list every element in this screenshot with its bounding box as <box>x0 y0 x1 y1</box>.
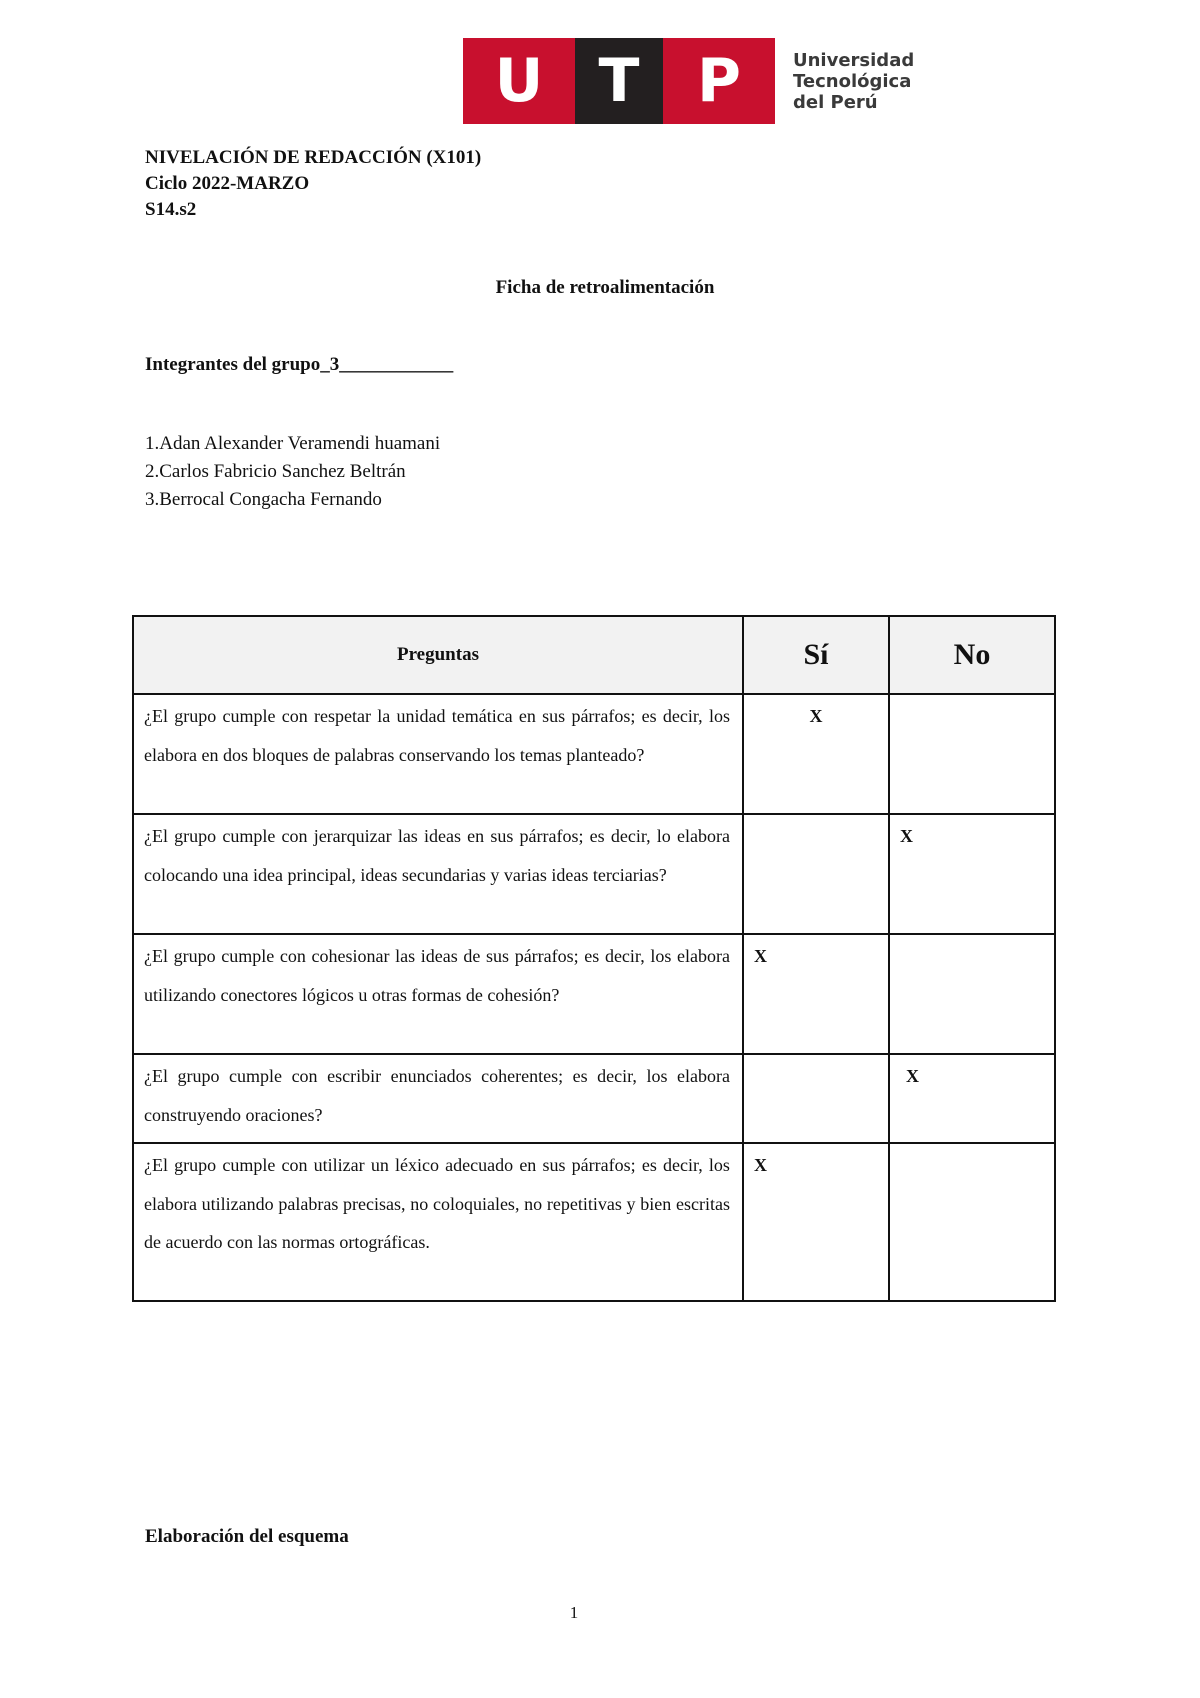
yes-mark-cell: X <box>743 934 889 1054</box>
column-header-yes: Sí <box>743 616 889 694</box>
section-heading: Elaboración del esquema <box>145 1526 349 1547</box>
no-mark-cell <box>889 1143 1055 1301</box>
yes-mark-cell: X <box>743 1143 889 1301</box>
logo-text-line: del Perú <box>793 91 878 113</box>
column-header-no: No <box>889 616 1055 694</box>
column-header-questions: Preguntas <box>133 616 743 694</box>
no-mark-cell <box>889 694 1055 814</box>
table-row <box>133 934 1055 1054</box>
no-mark-cell: X <box>889 814 1055 934</box>
question-cell: ¿El grupo cumple con utilizar un léxico adecuado en sus párrafos; es decir, los elabora utilizando palabras precisas, no coloquiales, no repetitivas y bien escritas de acuerdo con las normas ortográficas. <box>133 1143 743 1301</box>
no-mark-cell: X <box>889 1054 1055 1143</box>
group-label: Integrantes del grupo_3____________ <box>145 354 454 375</box>
course-title: NIVELACIÓN DE REDACCIÓN (X101) <box>145 147 482 168</box>
table-header-row <box>133 616 1055 694</box>
list-item: 3.Berrocal Congacha Fernando <box>145 489 382 510</box>
logo-letter-p: P <box>663 38 775 124</box>
document-header <box>145 145 481 223</box>
question-cell: ¿El grupo cumple con jerarquizar las ideas en sus párrafos; es decir, lo elabora colocando una idea principal, ideas secundarias y varias ideas terciarias? <box>133 814 743 934</box>
table-row <box>133 694 1055 814</box>
utp-logo <box>463 38 914 124</box>
table-row <box>133 1143 1055 1301</box>
question-cell: ¿El grupo cumple con cohesionar las ideas de sus párrafos; es decir, los elabora utilizando conectores lógicos u otras formas de cohesión? <box>133 934 743 1054</box>
yes-mark-cell <box>743 1054 889 1143</box>
logo-text-line: Tecnológica <box>793 70 912 92</box>
session-label: S14.s2 <box>145 199 197 220</box>
logo-letter-u: U <box>463 38 575 124</box>
list-item: 2.Carlos Fabricio Sanchez Beltrán <box>145 461 406 482</box>
no-mark-cell <box>889 934 1055 1054</box>
page-title: Ficha de retroalimentación <box>495 277 715 298</box>
table-row <box>133 814 1055 934</box>
cycle-label: Ciclo 2022-MARZO <box>145 173 310 194</box>
question-cell: ¿El grupo cumple con respetar la unidad temática en sus párrafos; es decir, los elabora en dos bloques de palabras conservando los temas planteado? <box>133 694 743 814</box>
yes-mark-cell: X <box>743 694 889 814</box>
logo-university-name <box>793 50 914 113</box>
member-list <box>145 430 440 514</box>
feedback-table <box>132 615 1056 1302</box>
table-row <box>133 1054 1055 1143</box>
yes-mark-cell <box>743 814 889 934</box>
question-cell: ¿El grupo cumple con escribir enunciados coherentes; es decir, los elabora construyendo oraciones? <box>133 1054 743 1143</box>
logo-letter-t: T <box>575 38 663 124</box>
page-number: 1 <box>569 1603 579 1622</box>
list-item: 1.Adan Alexander Veramendi huamani <box>145 433 441 454</box>
logo-text-line: Universidad <box>793 49 915 71</box>
utp-logo-mark <box>463 38 775 124</box>
